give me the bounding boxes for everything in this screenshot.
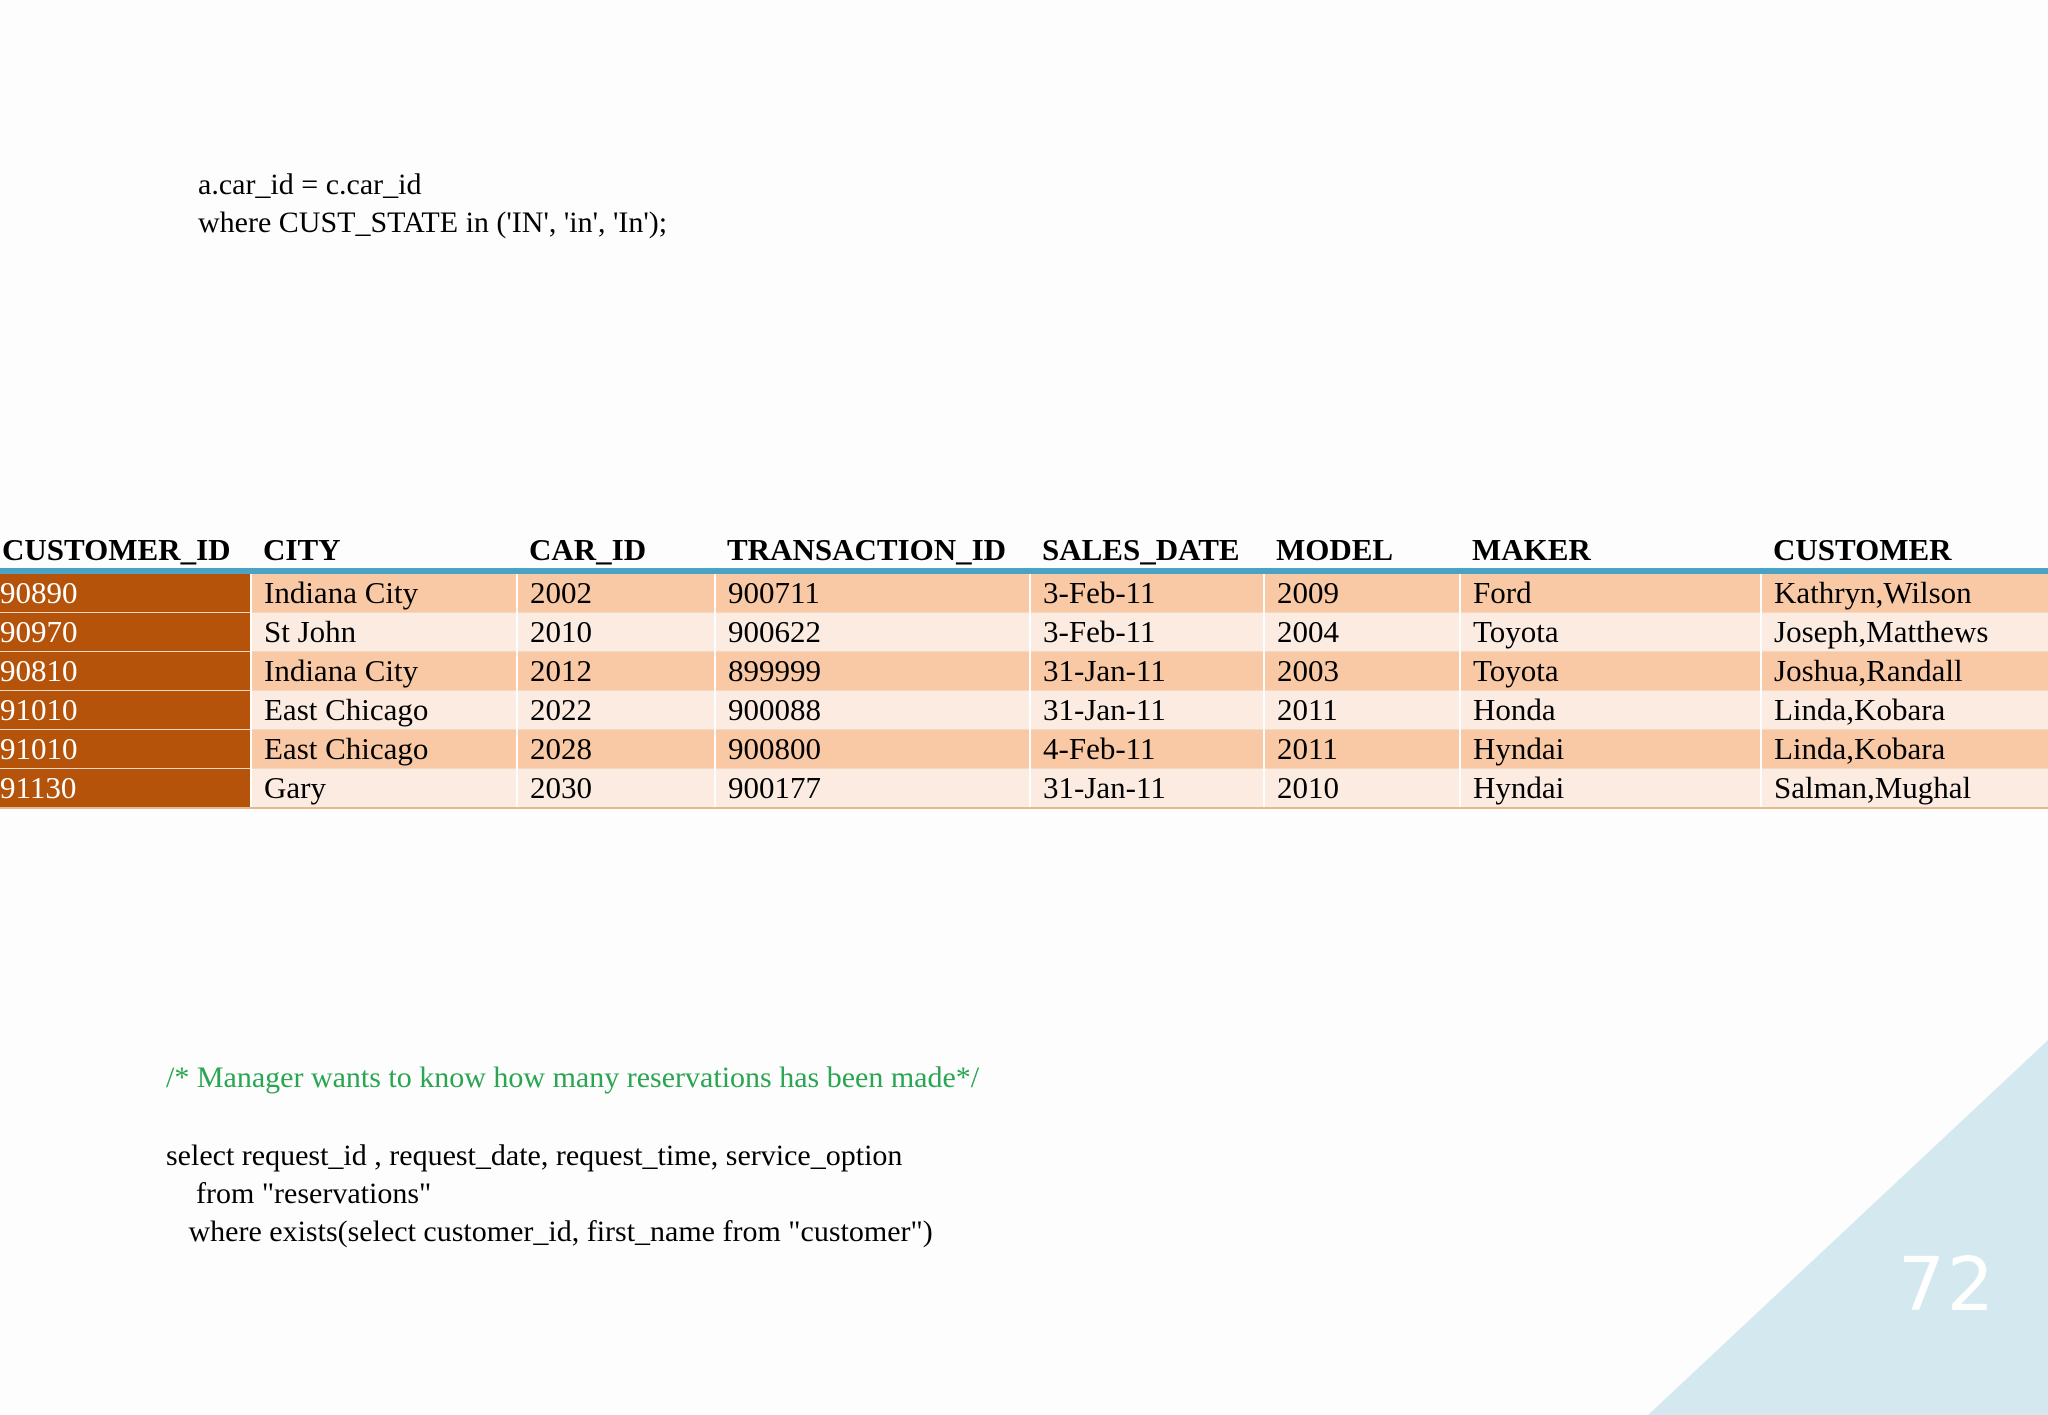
table-cell: 2002 [517,571,715,613]
table-cell: 2003 [1264,652,1460,691]
table-cell: 2030 [517,769,715,809]
column-header: MODEL [1264,530,1460,571]
column-header: CUSTOMER [1761,530,2048,571]
customer-id-cell: 91130 [0,769,251,809]
sql-comment: /* Manager wants to know how many reservations has been made*/ [166,1061,980,1094]
table-cell: Gary [251,769,517,809]
table-cell: Honda [1460,691,1761,730]
table-cell: Hyndai [1460,769,1761,809]
column-header: MAKER [1460,530,1761,571]
table-cell: 2011 [1264,730,1460,769]
table-cell: 899999 [715,652,1030,691]
page-number: 72 [1897,1242,1996,1328]
table-cell: Toyota [1460,652,1761,691]
customer-id-cell: 91010 [0,691,251,730]
table-cell: Linda,Kobara [1761,691,2048,730]
table-cell: Toyota [1460,613,1761,652]
table-cell: 3-Feb-11 [1030,613,1264,652]
customer-id-cell: 91010 [0,730,251,769]
code-line: where CUST_STATE in ('IN', 'in', 'In'); [198,206,668,239]
code-line: a.car_id = c.car_id [198,168,422,201]
table-cell: Hyndai [1460,730,1761,769]
code-line: where exists(select customer_id, first_name from "customer") [166,1215,933,1248]
table-cell: Indiana City [251,652,517,691]
table-cell: East Chicago [251,730,517,769]
table-cell: 900800 [715,730,1030,769]
table-row [0,652,2048,691]
code-line: select request_id , request_date, request_time, service_option [166,1139,903,1172]
customer-id-cell: 90970 [0,613,251,652]
table-cell: 2004 [1264,613,1460,652]
customer-id-cell: 90810 [0,652,251,691]
sql-code-bottom [166,1137,933,1251]
column-header: CUSTOMER_ID [0,530,251,571]
table-cell: 2022 [517,691,715,730]
table-cell: 3-Feb-11 [1030,571,1264,613]
column-header: CAR_ID [517,530,715,571]
table-cell: 2009 [1264,571,1460,613]
sql-code-top [198,166,667,242]
table-cell: 2012 [517,652,715,691]
column-header: CITY [251,530,517,571]
table-cell: 900711 [715,571,1030,613]
table-cell: Joshua,Randall [1761,652,2048,691]
table-row [0,769,2048,809]
table-cell: 2028 [517,730,715,769]
table-cell: Joseph,Matthews [1761,613,2048,652]
table-cell: Kathryn,Wilson [1761,571,2048,613]
table-cell: 2011 [1264,691,1460,730]
results-table [0,530,2048,809]
table-cell: 31-Jan-11 [1030,769,1264,809]
column-header: SALES_DATE [1030,530,1264,571]
table-cell: 900622 [715,613,1030,652]
table-cell: 2010 [1264,769,1460,809]
table-row [0,613,2048,652]
table-cell: Indiana City [251,571,517,613]
table-cell: East Chicago [251,691,517,730]
corner-decoration [1648,1040,2048,1415]
column-header: TRANSACTION_ID [715,530,1030,571]
table-cell: St John [251,613,517,652]
table-row [0,730,2048,769]
table-row [0,571,2048,613]
code-line: from "reservations" [166,1177,432,1210]
table-cell: Linda,Kobara [1761,730,2048,769]
table-cell: 900088 [715,691,1030,730]
table-cell: 2010 [517,613,715,652]
table-cell: Salman,Mughal [1761,769,2048,809]
table-cell: 900177 [715,769,1030,809]
table-cell: 4-Feb-11 [1030,730,1264,769]
table-cell: 31-Jan-11 [1030,691,1264,730]
customer-id-cell: 90890 [0,571,251,613]
table-cell: Ford [1460,571,1761,613]
table-row [0,691,2048,730]
table-cell: 31-Jan-11 [1030,652,1264,691]
table-header-row [0,530,2048,571]
